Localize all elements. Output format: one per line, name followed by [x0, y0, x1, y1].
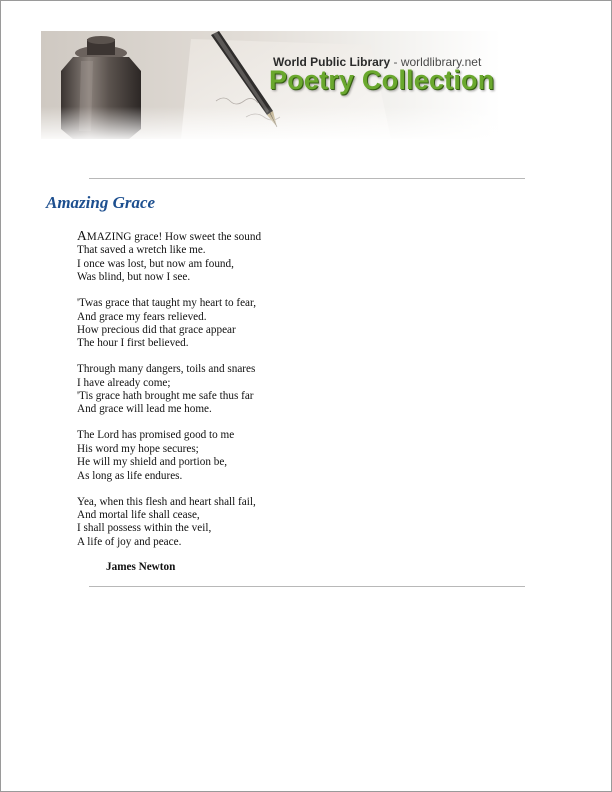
stanza-2 — [77, 297, 397, 351]
poem-line: A life of joy and peace. — [77, 535, 182, 548]
tagline-separator: - — [390, 55, 401, 69]
poem-line: He will my shield and portion be, — [77, 456, 228, 469]
poem-line: And mortal life shall cease, — [77, 508, 200, 521]
poem-line: Yea, when this flesh and heart shall fail, — [77, 495, 256, 508]
poem-line: The hour I first believed. — [77, 337, 189, 350]
poem-line: That saved a wretch like me. — [77, 244, 206, 257]
poem-body — [77, 229, 397, 562]
drop-cap: A — [77, 228, 87, 243]
poem-line: I shall possess within the veil, — [77, 522, 212, 535]
library-site: worldlibrary.net — [400, 55, 482, 69]
poem-line: 'Twas grace that taught my heart to fear, — [77, 297, 257, 310]
poem-author: James Newton — [106, 561, 176, 573]
poem-line: And grace will lead me home. — [77, 403, 212, 416]
stanza-1 — [77, 229, 397, 285]
poem-title: Amazing Grace — [46, 193, 156, 212]
poem-line: 'Tis grace hath brought me safe thus far — [77, 390, 254, 403]
poem-line: I once was lost, but now am found, — [77, 257, 234, 270]
poem-line: As long as life endures. — [77, 469, 183, 482]
stanza-4 — [77, 429, 397, 483]
top-divider — [89, 178, 525, 179]
bottom-divider — [89, 586, 525, 587]
poem-line: Was blind, but now I see. — [77, 271, 191, 284]
poem-line: How precious did that grace appear — [77, 323, 236, 336]
stanza-5 — [77, 496, 397, 550]
poem-line: Through many dangers, toils and snares — [77, 363, 256, 376]
library-name: World Public Library — [273, 55, 391, 69]
poem-line: And grace my fears relieved. — [77, 310, 207, 323]
poem-line: His word my hope secures; — [77, 442, 199, 455]
stanza-3 — [77, 363, 397, 417]
poem-line — [77, 229, 397, 244]
collection-title: Poetry Collection — [269, 65, 495, 95]
poem-line: The Lord has promised good to me — [77, 429, 235, 442]
header-banner — [41, 31, 501, 139]
poem-line: I have already come; — [77, 376, 171, 389]
poem-line-text: MAZING grace! How sweet the sound — [86, 231, 262, 243]
